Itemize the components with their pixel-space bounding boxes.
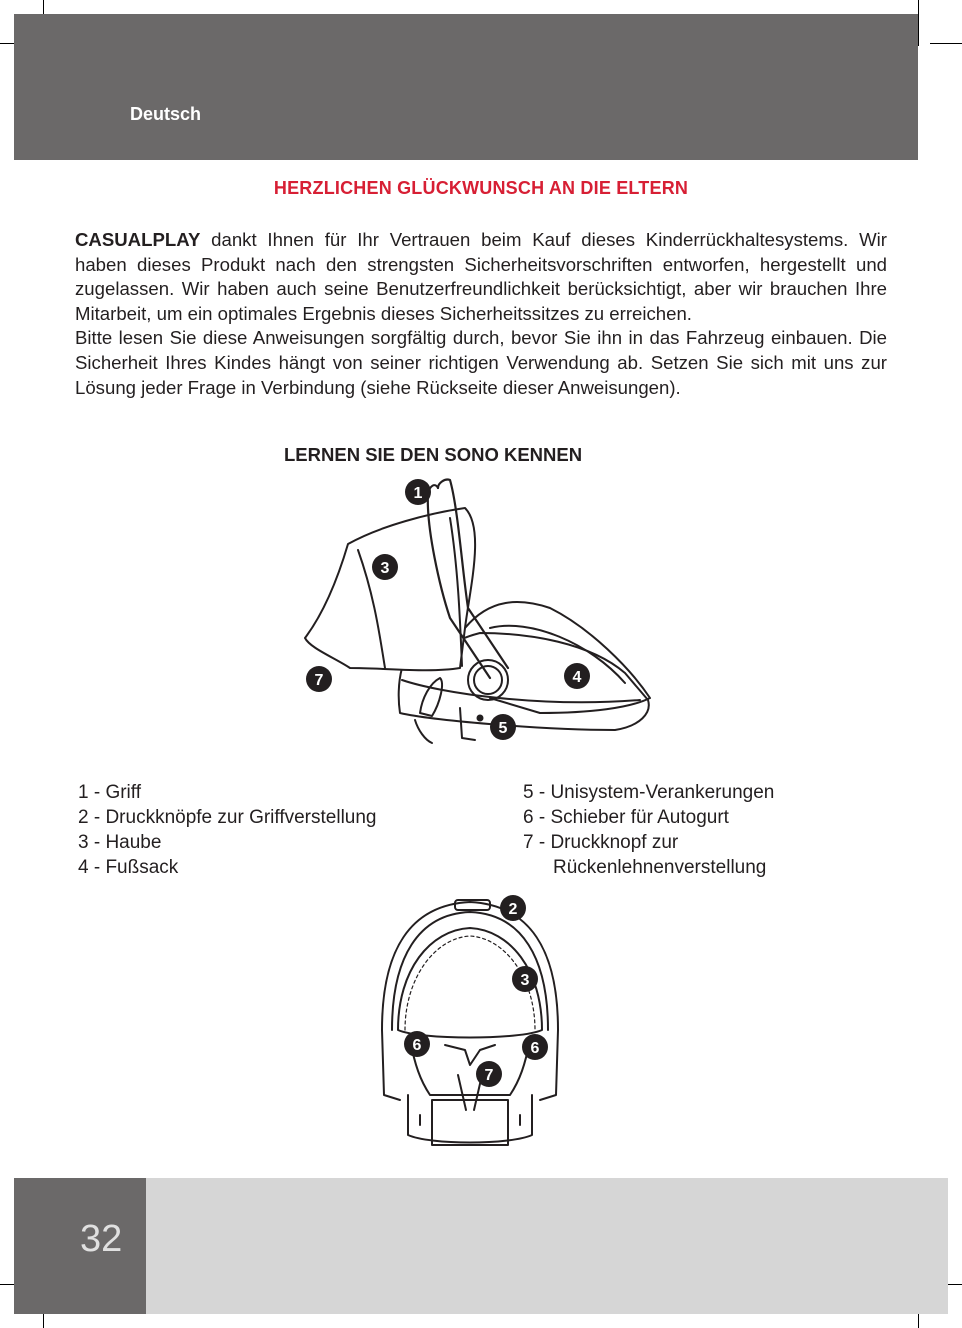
- legend-item: 2 - Druckknöpfe zur Griffverstellung: [78, 807, 377, 828]
- callout-2: 2: [508, 901, 518, 918]
- section-title: LERNEN SIE DEN SONO KENNEN: [284, 444, 583, 465]
- legend-item: 4 - Fußsack: [78, 857, 179, 878]
- page-number: 32: [80, 1218, 123, 1260]
- page-title: HERZLICHEN GLÜCKWUNSCH AN DIE ELTERN: [273, 178, 689, 198]
- callout-3: 3: [520, 972, 530, 989]
- brand-name: CASUALPLAY: [75, 229, 201, 250]
- legend-item: 7 - Druckknopf zur: [523, 832, 679, 853]
- crop-mark: [930, 43, 962, 44]
- callout-5: 5: [498, 720, 508, 737]
- callout-7: 7: [314, 672, 324, 689]
- footer-band: [146, 1178, 948, 1314]
- legend-left: [78, 780, 377, 880]
- legend-right: [523, 780, 774, 880]
- crop-mark: [918, 0, 919, 46]
- header-band: [14, 14, 918, 160]
- intro-paragraph-2: Bitte lesen Sie diese Anweisungen sorgfältig durch, bevor Sie ihn in das Fahrzeug einbauen. Die Sicherheit Ihres Kindes hängt von seiner richtigen Verwendung ab. Setzen Sie sich mit uns zur Lösung jeder Frage in Verbindung (siehe Rückseite dieser Anweisungen).: [75, 327, 887, 398]
- language-label: Deutsch: [130, 104, 202, 124]
- intro-text: [75, 228, 887, 400]
- callout-4: 4: [572, 669, 582, 686]
- car-seat-front-view: [370, 890, 570, 1155]
- car-seat-side-view: [290, 468, 670, 758]
- intro-paragraph-1: [75, 228, 887, 326]
- callout-6-right: 6: [530, 1040, 540, 1057]
- legend-item: Rückenlehnenverstellung: [553, 857, 767, 878]
- callout-6-left: 6: [412, 1037, 422, 1054]
- legend-item: 5 - Unisystem-Verankerungen: [523, 782, 775, 803]
- legend-item: 1 - Griff: [78, 782, 141, 803]
- callout-1: 1: [413, 485, 423, 502]
- callout-3: 3: [380, 560, 390, 577]
- legend-item: 6 - Schieber für Autogurt: [523, 807, 729, 828]
- callout-7: 7: [484, 1067, 494, 1084]
- legend-item: 3 - Haube: [78, 832, 162, 853]
- intro-paragraph-1-text: dankt Ihnen für Ihr Vertrauen beim Kauf dieses Kinderrückhaltesystems. Wir haben dieses Produkt nach den strengsten Sicherheitsvorschriften entworfen, hergestellt und zugelassen. Wir haben auch seine Benutzerfreundlichkeit berücksichtigt, aber wir brauchen Ihre Mitarbeit, um ein optimales Ergebnis dieses Sicherheitssitzes zu erreichen.: [75, 229, 887, 324]
